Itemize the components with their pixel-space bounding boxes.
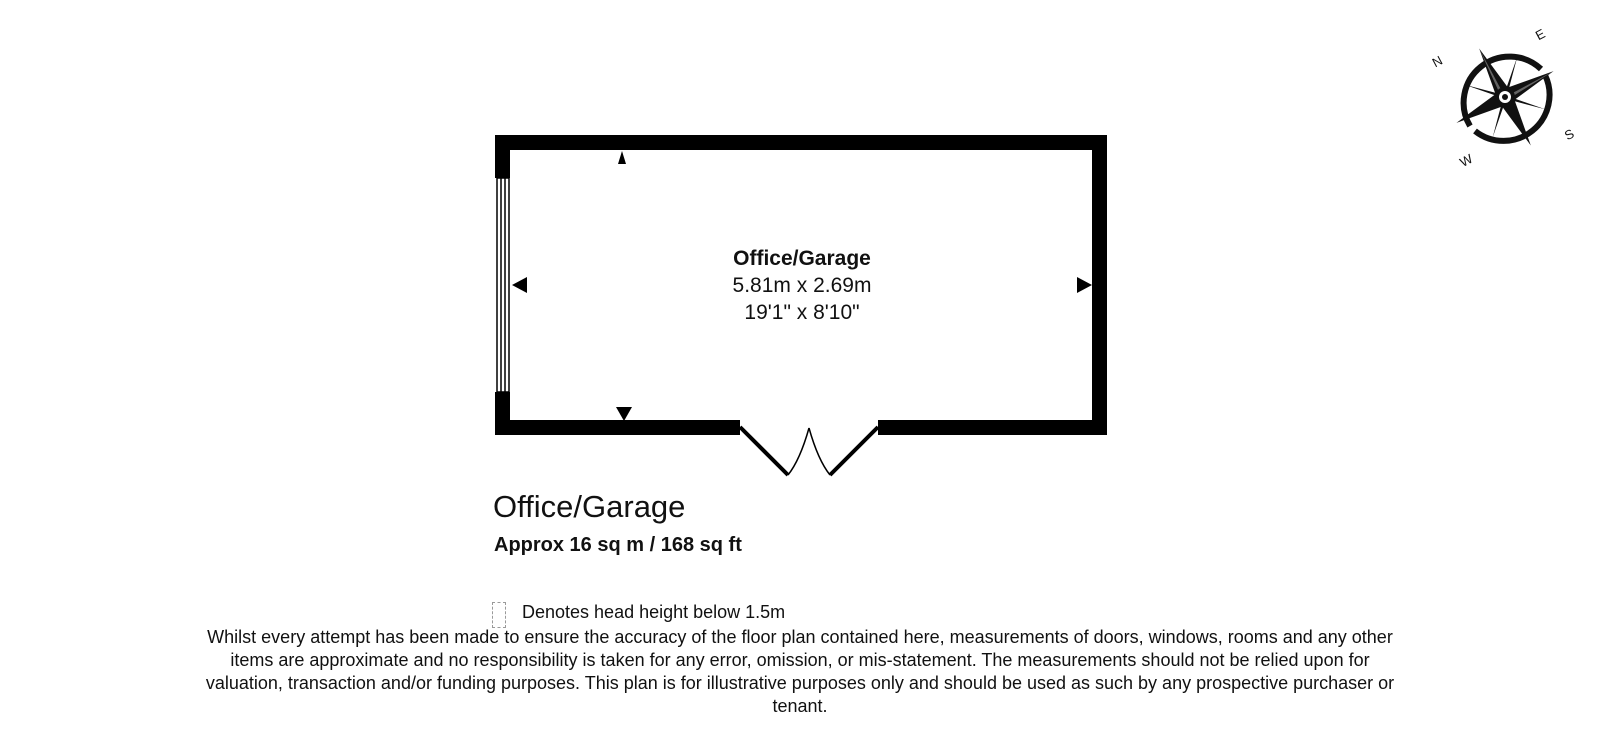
arrow-down-icon: [616, 407, 632, 421]
floor-title: Office/Garage: [493, 489, 686, 524]
compass-n: N: [1429, 52, 1445, 71]
wall-bottom-left: [495, 420, 740, 435]
compass-w: W: [1457, 150, 1476, 170]
door-swing-right: [809, 428, 830, 475]
legend-text: Denotes head height below 1.5m: [522, 602, 786, 622]
floor-area: Approx 16 sq m / 168 sq ft: [494, 534, 742, 556]
door-leaf-right: [830, 427, 878, 475]
door-leaf-left: [740, 427, 788, 475]
compass-e: E: [1532, 25, 1548, 44]
wall-top: [495, 135, 1107, 150]
compass-icon: [1430, 23, 1580, 172]
window-left: [497, 178, 509, 392]
door-swing-left: [788, 428, 809, 475]
wall-left-upper: [495, 135, 510, 178]
head-height-swatch-icon: [492, 602, 506, 628]
double-door: [740, 427, 878, 475]
arrow-left-icon: [512, 277, 527, 293]
disclaimer: Whilst every attempt has been made to ensure the accuracy of the floor plan contained here, measurements of doors, windows, rooms and any other items are approximate and no responsibility is taken for any error, omission, or mis-statement. The measurements should not be relied upon for valuation, transaction and/or funding purposes. This plan is for illustrative purposes only and should be used as such by any prospective purchaser or tenant.: [205, 627, 1395, 716]
room-dimensions-metric: 5.81m x 2.69m: [732, 274, 872, 297]
compass-s: S: [1561, 125, 1577, 144]
arrow-up-icon: [618, 151, 626, 164]
room-name: Office/Garage: [733, 247, 871, 270]
arrow-right-icon: [1077, 277, 1092, 293]
room-dimensions-imperial: 19'1" x 8'10": [744, 301, 860, 324]
wall-bottom-right: [878, 420, 1107, 435]
wall-right: [1092, 135, 1107, 435]
